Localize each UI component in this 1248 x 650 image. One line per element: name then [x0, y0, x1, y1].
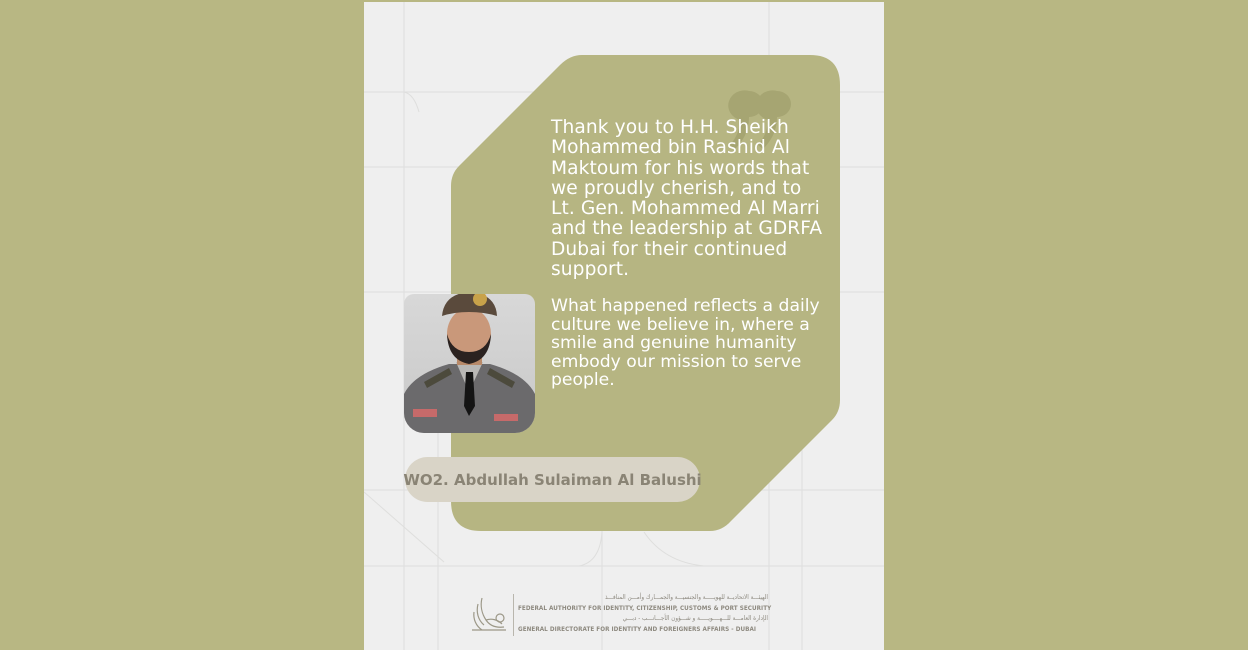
post-card [364, 2, 884, 650]
officer-photo [404, 294, 535, 433]
person-name: WO2. Abdullah Sulaiman Al Balushi [405, 457, 700, 502]
logo-english-line-2: GENERAL DIRECTORATE FOR IDENTITY AND FOREIGNERS AFFAIRS - DUBAI [518, 625, 757, 633]
gdrfa-logo [468, 590, 772, 640]
logo-arabic-line-1: الهيئـــة الاتحاديــة للهويـــــة والجنسيـــة والجمـــارك وأمـــن المنافـــذ [605, 594, 768, 601]
falcon-emblem-icon [468, 594, 510, 636]
quote-paragraph-2: What happened reflects a daily culture we believe in, where a smile and genuine humanity embody our mission to serve people. [551, 296, 820, 391]
logo-english-line-1: FEDERAL AUTHORITY FOR IDENTITY, CITIZENSHIP, CUSTOMS & PORT SECURITY [518, 604, 772, 612]
logo-text [518, 593, 772, 635]
quote-paragraph-1: Thank you to H.H. Sheikh Mohammed bin Rashid Al Maktoum for his words that we proudly cherish, and to Lt. Gen. Mohammed Al Marri and the leadership at GDRFA Dubai for their continued support. [551, 117, 823, 281]
logo-arabic-line-2: الإدارة العامـــة للـــهــــويـــــة و شـــؤون الأجـــانـــب - دبـــي [622, 615, 768, 622]
quote-text [551, 118, 826, 390]
logo-divider [513, 594, 514, 636]
